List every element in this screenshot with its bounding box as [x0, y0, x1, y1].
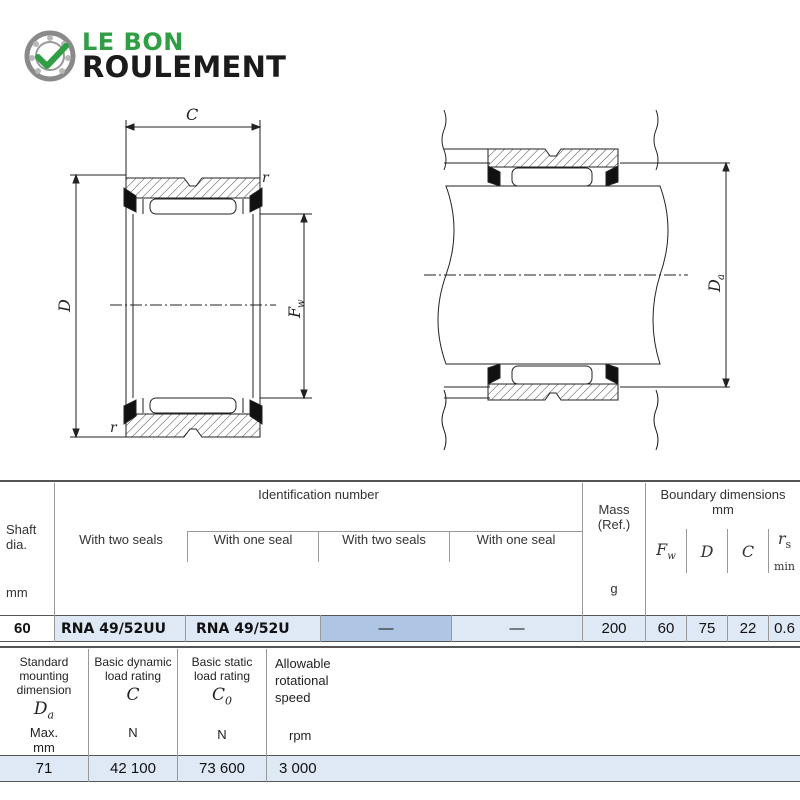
shaft-dia-label: Shaft dia. — [6, 522, 37, 552]
mounting-symbol: $D_a$ — [33, 699, 55, 722]
col-with-one-seal: With one seal — [188, 532, 319, 562]
label-da: D — [705, 279, 724, 292]
static-symbol: $C_0$ — [211, 685, 232, 708]
mounting-view — [424, 110, 730, 450]
dynamic-symbol: C — [126, 685, 140, 705]
header-boundary — [646, 483, 800, 616]
ratings-table — [0, 646, 800, 782]
speed-unit: rpm — [289, 728, 312, 743]
header-shaft — [0, 483, 55, 616]
table-row — [0, 756, 800, 782]
cell-speed: 3 000 — [267, 756, 356, 782]
cell-blank — [355, 756, 800, 782]
label-d: D — [55, 299, 74, 312]
boundary-label: Boundary dimensions — [660, 487, 786, 502]
dynamic-unit: N — [128, 725, 138, 740]
cell-two-seals: RNA 49/52UU — [55, 616, 186, 642]
bearing-section-view — [70, 120, 312, 437]
cell-shaft: 60 — [0, 616, 55, 642]
col-with-one-seal-2: With one seal — [450, 532, 583, 562]
dynamic-label: Basic dynamic load rating — [94, 655, 172, 683]
bearing-check-icon — [24, 30, 76, 82]
header-mounting — [0, 649, 89, 756]
mass-unit: g — [610, 581, 618, 596]
col-with-two-seals: With two seals — [79, 531, 163, 547]
header-static — [178, 649, 267, 756]
label-fw: F — [285, 306, 304, 318]
cell-dynamic: 42 100 — [89, 756, 178, 782]
cell-fw: 60 — [646, 616, 687, 642]
mass-label: Mass (Ref.) — [597, 502, 631, 532]
table-row — [0, 616, 800, 642]
col-r: $r_{s min}$ — [769, 529, 800, 573]
static-unit: N — [217, 727, 227, 743]
header-identification — [55, 483, 583, 616]
mounting-unit: mm — [33, 740, 55, 756]
logo-line-1: LE BON — [82, 28, 184, 56]
identification-table — [0, 480, 800, 642]
static-label: Basic static load rating — [191, 655, 253, 683]
speed-label: Allowable rotational speed — [275, 656, 331, 705]
col-c: C — [728, 529, 769, 573]
label-c: C — [186, 105, 199, 124]
col-fw: $F_w$ — [656, 540, 676, 563]
cell-d: 75 — [687, 616, 728, 642]
col-with-two-seals-2: With two seals — [319, 532, 450, 562]
cell-one-seal-2: — — [452, 616, 583, 642]
cell-c: 22 — [728, 616, 769, 642]
mounting-max: Max. — [29, 725, 59, 741]
header-mass — [583, 483, 646, 616]
cell-one-seal: RNA 49/52U — [186, 616, 321, 642]
bearing-drawing — [0, 95, 800, 465]
mounting-label: Standard mounting dimension — [16, 655, 72, 697]
label-da-sub: a — [716, 274, 727, 280]
shaft-unit: mm — [6, 585, 28, 600]
header-speed — [267, 649, 356, 756]
identification-label: Identification number — [258, 487, 379, 502]
cell-da: 71 — [0, 756, 89, 782]
cell-mass: 200 — [583, 616, 646, 642]
cell-two-seals-2: — — [321, 616, 452, 642]
header-dynamic — [89, 649, 178, 756]
label-r-top: r — [262, 170, 269, 186]
boundary-unit: mm — [712, 502, 734, 517]
col-d: D — [687, 529, 728, 573]
label-fw-sub: w — [296, 299, 307, 308]
logo-line-2: ROULEMENT — [82, 50, 287, 84]
cell-static: 73 600 — [178, 756, 267, 782]
label-r-bottom: r — [110, 420, 117, 436]
brand-logo — [24, 26, 304, 86]
cell-r: 0.6 — [769, 616, 800, 642]
